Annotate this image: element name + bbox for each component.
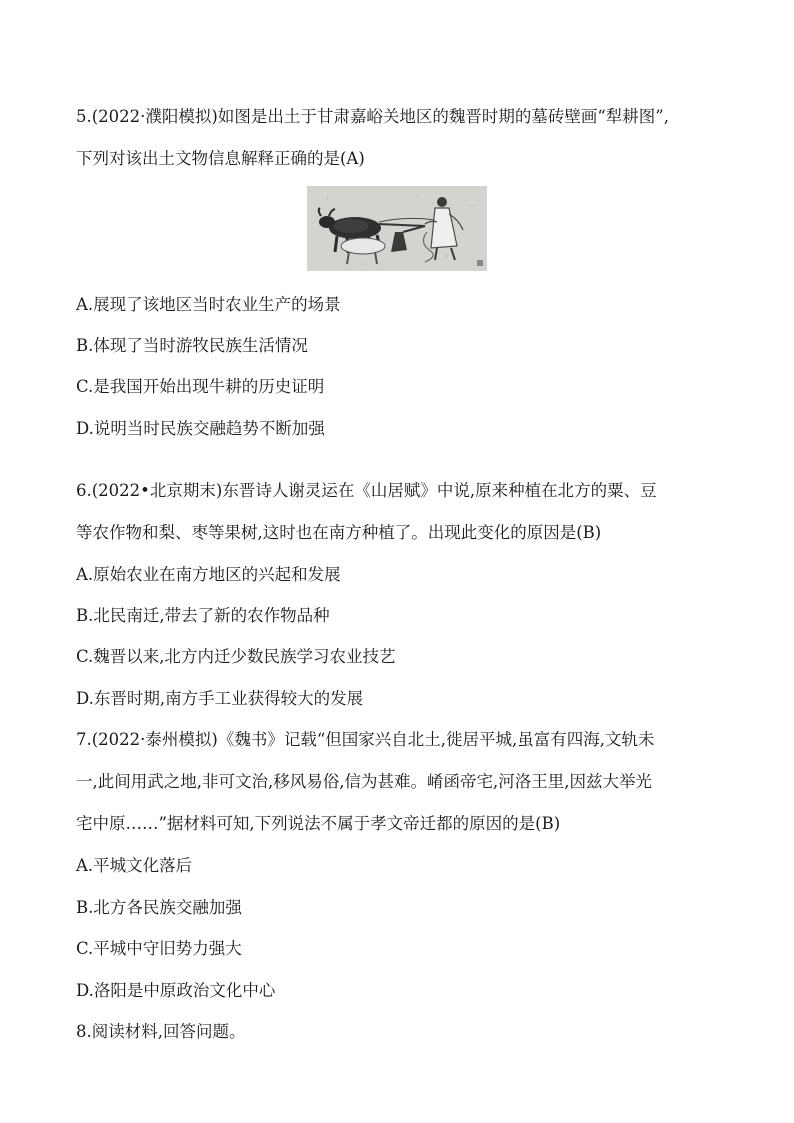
q6-option-b: B.北民南迁,带去了新的农作物品种 xyxy=(76,606,330,625)
q7-option-c: C.平城中守旧势力强大 xyxy=(76,939,242,958)
q7-option-b: B.北方各民族交融加强 xyxy=(76,898,242,917)
q5-stem-line1: 5.(2022·濮阳模拟)如图是出土于甘肃嘉峪关地区的魏晋时期的墓砖壁画“犁耕图”, xyxy=(76,107,669,126)
q8-stem-line1: 8.阅读材料,回答问题。 xyxy=(76,1022,246,1041)
q7-stem-line3: 宅中原……”据材料可知,下列说法不属于孝文帝迁都的原因的是(B) xyxy=(76,814,561,833)
q7-option-a: A.平城文化落后 xyxy=(76,856,193,875)
q7-option-d: D.洛阳是中原政治文化中心 xyxy=(76,981,276,1000)
q5-option-a: A.展现了该地区当时农业生产的场景 xyxy=(76,295,341,314)
q5-option-c: C.是我国开始出现牛耕的历史证明 xyxy=(76,377,325,396)
q7-stem-line1: 7.(2022·泰州模拟)《魏书》记载“但国家兴自北土,徙居平城,虽富有四海,文轨未 xyxy=(76,730,655,749)
q6-stem-line1: 6.(2022•北京期末)东晋诗人谢灵运在《山居赋》中说,原来种植在北方的粟、豆 xyxy=(76,481,657,500)
q6-option-d: D.东晋时期,南方手工业获得较大的发展 xyxy=(76,689,364,708)
plowing-mural-image xyxy=(307,186,487,271)
q6-option-c: C.魏晋以来,北方内迁少数民族学习农业技艺 xyxy=(76,647,396,666)
q5-option-b: B.体现了当时游牧民族生活情况 xyxy=(76,336,308,355)
plowing-mural-drawing xyxy=(307,186,487,271)
q5-stem-line2: 下列对该出土文物信息解释正确的是(A) xyxy=(76,149,365,168)
q7-stem-line2: 一,此间用武之地,非可文治,移风易俗,信为甚难。崤函帝宅,河洛王里,因兹大举光 xyxy=(76,772,652,791)
q6-stem-line2: 等农作物和梨、枣等果树,这时也在南方种植了。出现此变化的原因是(B) xyxy=(76,523,602,542)
q5-option-d: D.说明当时民族交融趋势不断加强 xyxy=(76,419,325,438)
q6-option-a: A.原始农业在南方地区的兴起和发展 xyxy=(76,565,341,584)
